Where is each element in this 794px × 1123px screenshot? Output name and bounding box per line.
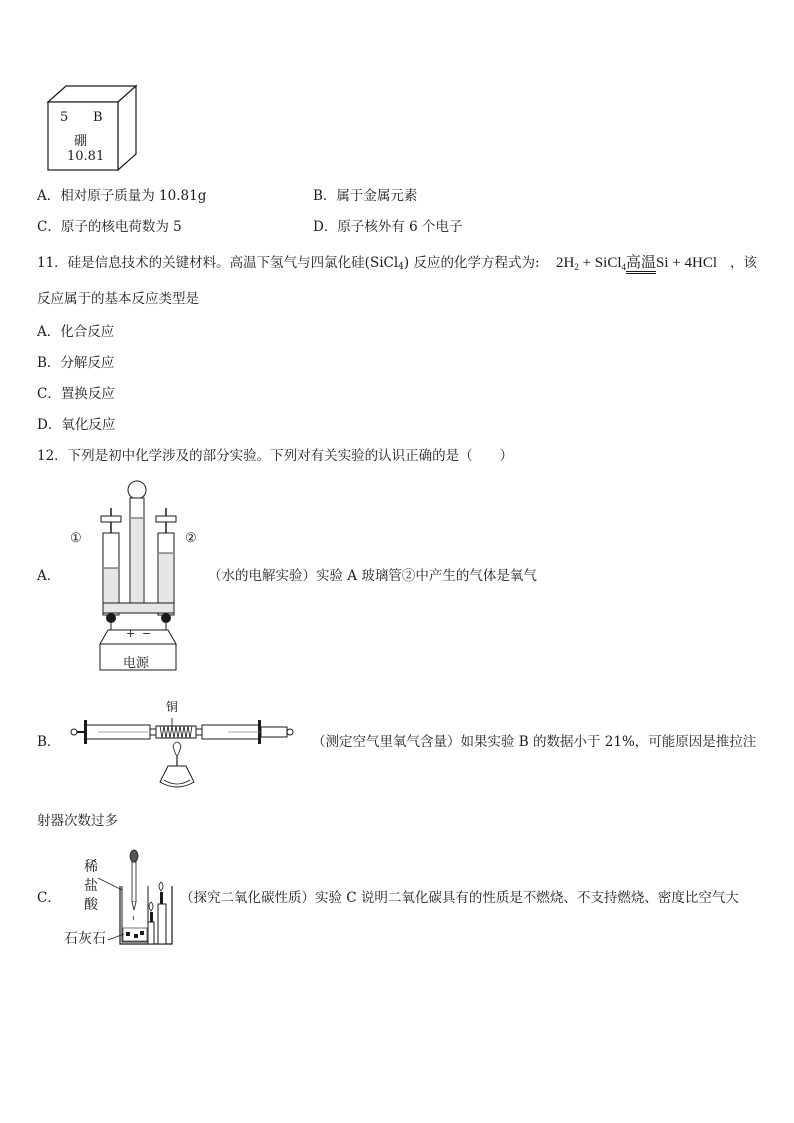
eq-condition: 高温 [626,255,656,274]
q11-option-c: C．置换反应 [37,386,115,402]
q10-option-b: B．属于金属元素 [313,188,418,204]
q10-option-c: C．原子的核电荷数为 5 [37,219,182,235]
eq-left-coef: 2H [556,255,575,271]
q12-a-text: （水的电解实验）实验 A 玻璃管②中产生的气体是氧气 [208,568,537,584]
q11-stem-line2: 反应属于的基本反应类型是 [37,291,199,307]
q12-stem: 12．下列是初中化学涉及的部分实验。下列对有关实验的认识正确的是（ ） [37,448,514,464]
q12-c-text: （探究二氧化碳性质）实验 C 说明二氧化碳具有的性质是不燃烧、不支持燃烧、密度比空气大 [180,890,739,906]
q11-stem-line1 [37,254,540,276]
copper-label: 铜 [166,700,179,714]
q12-b-label: B． [37,734,61,750]
electrolysis-drawing [70,478,205,673]
q11-stem-suffix: ，该 [730,255,757,271]
boron-symbol: B [93,110,103,125]
power-supply-label: 电源 [123,656,150,671]
eq-plus-sicl: + SiCl [578,255,622,271]
limestone-label: 石灰石 [64,931,106,947]
q11-stem-middle: ) 反应的化学方程式为: [403,255,540,271]
q11-option-a: A．化合反应 [37,324,115,340]
syringe-drawing [68,696,308,796]
acid-label-2: 盐 [84,878,98,894]
q11-stem-sub: 4 [398,262,404,272]
boron-atomic-number: 5 [60,110,69,125]
acid-label-3: 酸 [84,897,98,913]
minus-terminal: − [142,627,152,640]
q12-a-label: A． [37,568,61,584]
q12-c-label: C． [37,890,61,906]
q11-option-b: B．分解反应 [37,355,115,371]
plus-terminal: + [126,627,136,640]
q11-stem-prefix: 11．硅是信息技术的关键材料。高温下氢气与四氯化硅(SiCl [37,255,399,271]
q11-option-d: D．氧化反应 [37,417,116,433]
electrolysis-apparatus [70,478,205,673]
tube-2-label: ② [185,531,197,546]
co2-apparatus [62,848,177,948]
q10-option-d: D．原子核外有 6 个电子 [313,219,463,235]
q10-option-a: A．相对原子质量为 10.81g [37,188,207,204]
boron-element-card [40,84,140,174]
eq-sicl-sub: 4 [621,262,626,272]
boron-name: 硼 [74,134,88,149]
syringe-apparatus [68,696,308,796]
eq-left-sub: 2 [574,262,579,272]
eq-right: Si + 4HCl [656,255,717,271]
tube-1-label: ① [70,531,82,546]
q12-b-text: （测定空气里氧气含量）如果实验 B 的数据小于 21%，可能原因是推拉注 [312,734,757,750]
acid-label-1: 稀 [84,859,98,875]
boron-mass: 10.81 [67,149,105,164]
q12-b-text-cont: 射器次数过多 [37,813,118,829]
q11-equation [556,251,717,272]
